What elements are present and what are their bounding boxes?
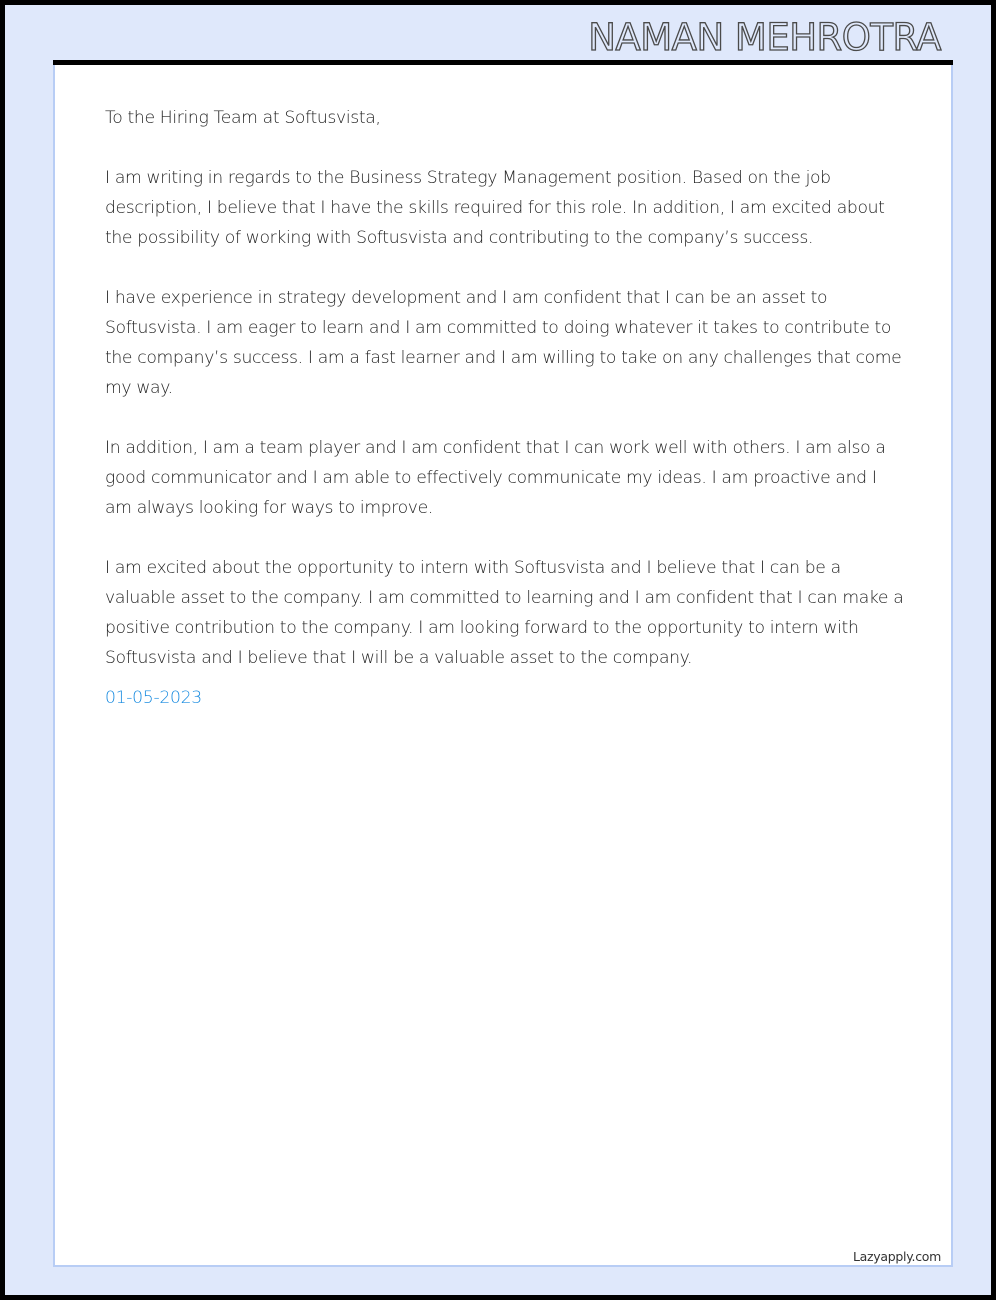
letter-greeting: To the Hiring Team at Softusvista, [105, 108, 381, 128]
watermark: Lazyapply.com [853, 1249, 941, 1264]
letter-paragraph: I am writing in regards to the Business Strategy Management position. Based on the job description, I believe that I have the skills required for this role. In addition, I am excited about the possibility of working with Softusvista and contributing to the company’s success. [105, 168, 885, 248]
letter-paragraph: I have experience in strategy development and I am confident that I can be an asset to Softusvista. I am eager to learn and I am committed to doing whatever it takes to contribute to the company’s success. I am a fast learner and I am willing to take on any challenges that come my way. [105, 288, 902, 398]
letter-card [53, 65, 953, 1267]
letter-paragraph: I am excited about the opportunity to intern with Softusvista and I believe that I can be a valuable asset to the company. I am committed to learning and I am confident that I can make a positive contribution to the company. I am looking forward to the opportunity to intern with Softusvista and I believe that I will be a valuable asset to the company. [105, 558, 904, 668]
letter-paragraph: In addition, I am a team player and I am confident that I can work well with others. I am also a good communicator and I am able to effectively communicate my ideas. I am proactive and I am always looking for ways to improve. [105, 438, 886, 518]
letter-body [105, 103, 905, 713]
applicant-name: NAMAN MEHROTRA [588, 16, 941, 59]
letter-date: 01-05-2023 [105, 688, 202, 708]
